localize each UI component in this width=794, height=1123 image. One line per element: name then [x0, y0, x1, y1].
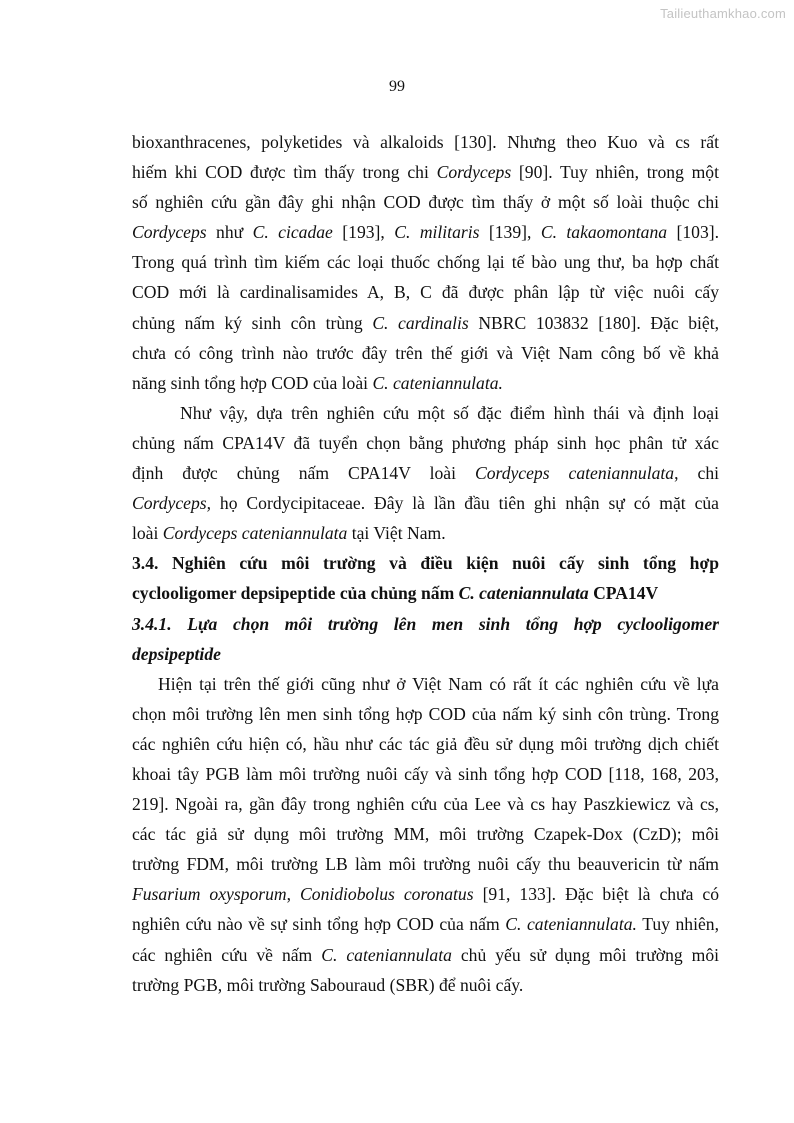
- subsection-heading-3-4-1: [132, 609, 719, 669]
- text-line: 219]. Ngoài ra, gần đây trong nghiên cứu của Lee và cs hay Paszkiewicz và cs,: [132, 794, 719, 815]
- text-line: Trong quá trình tìm kiếm các loại thuốc chống lại tế bào ung thư, ba hợp chất: [132, 252, 719, 273]
- text-line: bioxanthracenes, polyketides và alkaloids [130]. Nhưng theo Kuo và cs rất: [132, 132, 719, 152]
- text-line: Hiện tại trên thế giới cũng như ở Việt Nam có rất ít các nghiên cứu về lựa: [158, 673, 719, 694]
- text-line: nghiên cứu nào về sự sinh tổng hợp COD của nấm C. cateniannulata. Tuy nhiên,: [132, 914, 719, 935]
- paragraph-2: [132, 398, 719, 548]
- text-line: depsipeptide: [132, 643, 221, 664]
- text-line: cyclooligomer depsipeptide của chủng nấm C. cateniannulata CPA14V: [132, 583, 659, 604]
- text-line: Cordyceps như C. cicadae [193], C. militaris [139], C. takaomontana [103].: [132, 222, 719, 243]
- text-line: Cordyceps, họ Cordycipitaceae. Đây là lần đầu tiên ghi nhận sự có mặt của: [132, 493, 719, 514]
- text-line: chủng nấm CPA14V đã tuyển chọn bằng phương pháp sinh học phân tử xác: [132, 432, 719, 453]
- section-heading-3-4: [132, 548, 719, 608]
- text-line: 3.4. Nghiên cứu môi trường và điều kiện nuôi cấy sinh tổng hợp: [132, 553, 719, 574]
- text-line: các nghiên cứu về nấm C. cateniannulata chủ yếu sử dụng môi trường môi: [132, 944, 720, 965]
- text-line: các tác giả sử dụng môi trường MM, môi trường Czapek-Dox (CzD); môi: [132, 824, 719, 845]
- text-line: 3.4.1. Lựa chọn môi trường lên men sinh tổng hợp cyclooligomer: [132, 613, 719, 634]
- text-line: định được chủng nấm CPA14V loài Cordyceps cateniannulata, chi: [132, 463, 719, 484]
- text-line: chọn môi trường lên men sinh tổng hợp COD của nấm ký sinh côn trùng. Trong: [132, 703, 719, 724]
- watermark: Tailieuthamkhao.com: [660, 6, 786, 21]
- text-line: năng sinh tổng hợp COD của loài C. cateniannulata.: [132, 372, 503, 393]
- paragraph-3: [132, 669, 719, 1000]
- text-line: COD mới là cardinalisamides A, B, C đã được phân lập từ việc nuôi cấy: [132, 282, 719, 303]
- page-number: 99: [389, 78, 405, 95]
- text-line: trường PGB, môi trường Sabouraud (SBR) để nuôi cấy.: [132, 974, 524, 995]
- text-line: Như vậy, dựa trên nghiên cứu một số đặc điểm hình thái và định loại: [180, 402, 719, 423]
- paragraph-1: [132, 127, 719, 398]
- text-line: khoai tây PGB làm môi trường nuôi cấy và sinh tổng hợp COD [118, 168, 203,: [132, 763, 719, 784]
- text-line: chủng nấm ký sinh côn trùng C. cardinalis NBRC 103832 [180]. Đặc biệt,: [132, 312, 720, 333]
- document-body: [132, 127, 719, 1000]
- text-line: số nghiên cứu gần đây ghi nhận COD được tìm thấy ở một số loài thuộc chi: [132, 192, 719, 213]
- text-line: các nghiên cứu hiện có, hầu như các tác giả đều sử dụng môi trường dịch chiết: [132, 733, 719, 754]
- text-line: loài Cordyceps cateniannulata tại Việt Nam.: [132, 523, 446, 544]
- text-line: Fusarium oxysporum, Conidiobolus coronatus [91, 133]. Đặc biệt là chưa có: [132, 884, 720, 905]
- text-line: trường FDM, môi trường LB làm môi trường nuôi cấy thu beauvericin từ nấm: [132, 854, 719, 875]
- text-line: hiếm khi COD được tìm thấy trong chi Cordyceps [90]. Tuy nhiên, trong một: [132, 162, 719, 183]
- text-line: chưa có công trình nào trước đây trên thế giới và Việt Nam công bố về khả: [132, 342, 719, 363]
